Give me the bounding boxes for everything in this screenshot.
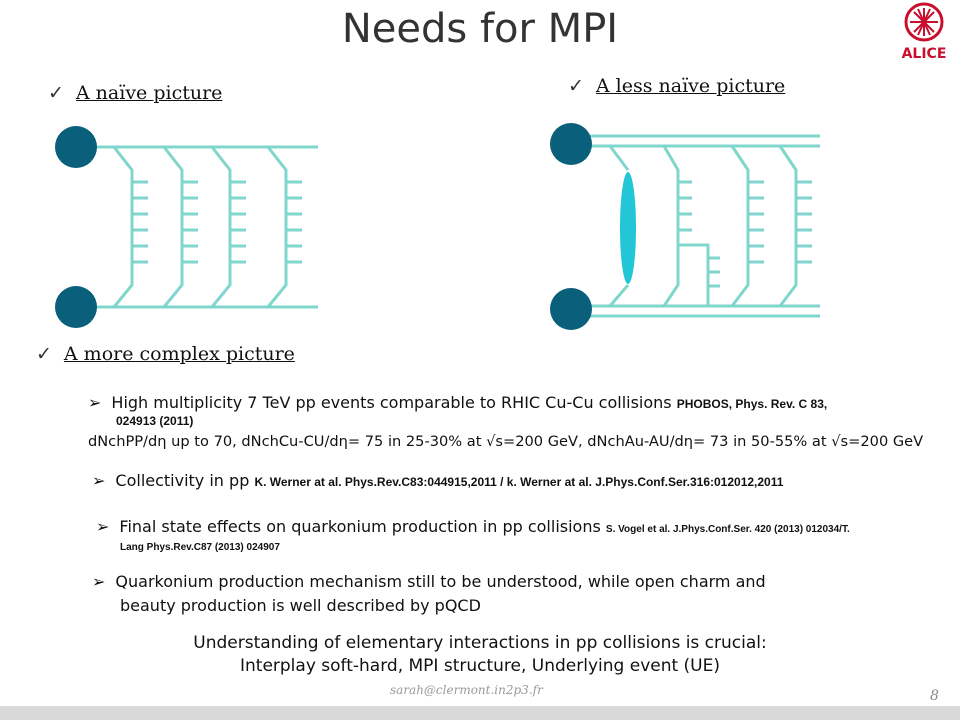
reference-continued: 024913 (2011) xyxy=(116,414,194,428)
heading-less-naive: ✓ A less naïve picture xyxy=(568,75,786,97)
alice-logo-text: ALICE xyxy=(901,46,947,62)
bullet-quarkonium: ➢ Quarkonium production mechanism still to be understood, while open charm and xyxy=(92,572,766,591)
proton-node-top xyxy=(550,123,592,165)
reference-continued: Lang Phys.Rev.C87 (2013) 024907 xyxy=(120,542,280,553)
reference: K. Werner at al. Phys.Rev.C83:044915,2011 / k. Werner at al. J.Phys.Conf.Ser.316:012012,2011 xyxy=(254,475,784,489)
reference: PHOBOS, Phys. Rev. C 83, xyxy=(676,397,828,411)
arrow-bullet-icon: ➢ xyxy=(92,572,106,591)
correlated-blob xyxy=(620,172,636,284)
conclusion-line-1: Understanding of elementary interactions in pp collisions is crucial: xyxy=(193,633,767,653)
bullet-final-state: ➢ Final state effects on quarkonium production in pp collisions S. Vogel et al. J.Phys.Conf.Ser. 420 (2013) 012034/T. xyxy=(96,517,850,536)
conclusion-line-2: Interplay soft-hard, MPI structure, Underlying event (UE) xyxy=(239,656,721,676)
bullet-quarkonium-continued: beauty production is well described by pQCD xyxy=(120,596,481,615)
alice-logo-icon xyxy=(896,0,952,66)
less-naive-mpi-diagram xyxy=(548,120,828,332)
heading-complex: ✓ A more complex picture xyxy=(36,343,295,365)
page-title: Needs for MPI xyxy=(341,6,619,52)
checkmark-icon: ✓ xyxy=(568,75,584,97)
arrow-bullet-icon: ➢ xyxy=(92,471,106,490)
bullet-high-multiplicity: ➢ High multiplicity 7 TeV pp events comparable to RHIC Cu-Cu collisions PHOBOS, Phys. Rev. C 83, xyxy=(88,393,828,412)
checkmark-icon: ✓ xyxy=(36,343,52,365)
proton-node-bottom xyxy=(55,286,97,328)
proton-node-top xyxy=(55,126,97,168)
slide-number: 8 xyxy=(930,688,939,704)
reference: S. Vogel et al. J.Phys.Conf.Ser. 420 (2013) 012034/T. xyxy=(605,524,850,535)
bullet-collectivity: ➢ Collectivity in pp K. Werner at al. Phys.Rev.C83:044915,2011 / k. Werner at al. J.Phys.Conf.Ser.316:012012,2011 xyxy=(92,471,784,490)
naive-mpi-diagram xyxy=(50,120,330,330)
heading-naive: ✓ A naïve picture xyxy=(48,82,223,104)
footer-email: sarah@clermont.in2p3.fr xyxy=(390,683,543,697)
bottom-bar xyxy=(0,706,960,720)
arrow-bullet-icon: ➢ xyxy=(88,393,102,412)
multiplicity-formula: dNchPP/dη up to 70, dNchCu-CU/dη= 75 in 25-30% at √s=200 GeV, dNchAu-AU/dη= 73 in 50-55% at √s=200 GeV xyxy=(88,433,924,450)
proton-node-bottom xyxy=(550,288,592,330)
checkmark-icon: ✓ xyxy=(48,82,64,104)
arrow-bullet-icon: ➢ xyxy=(96,517,110,536)
